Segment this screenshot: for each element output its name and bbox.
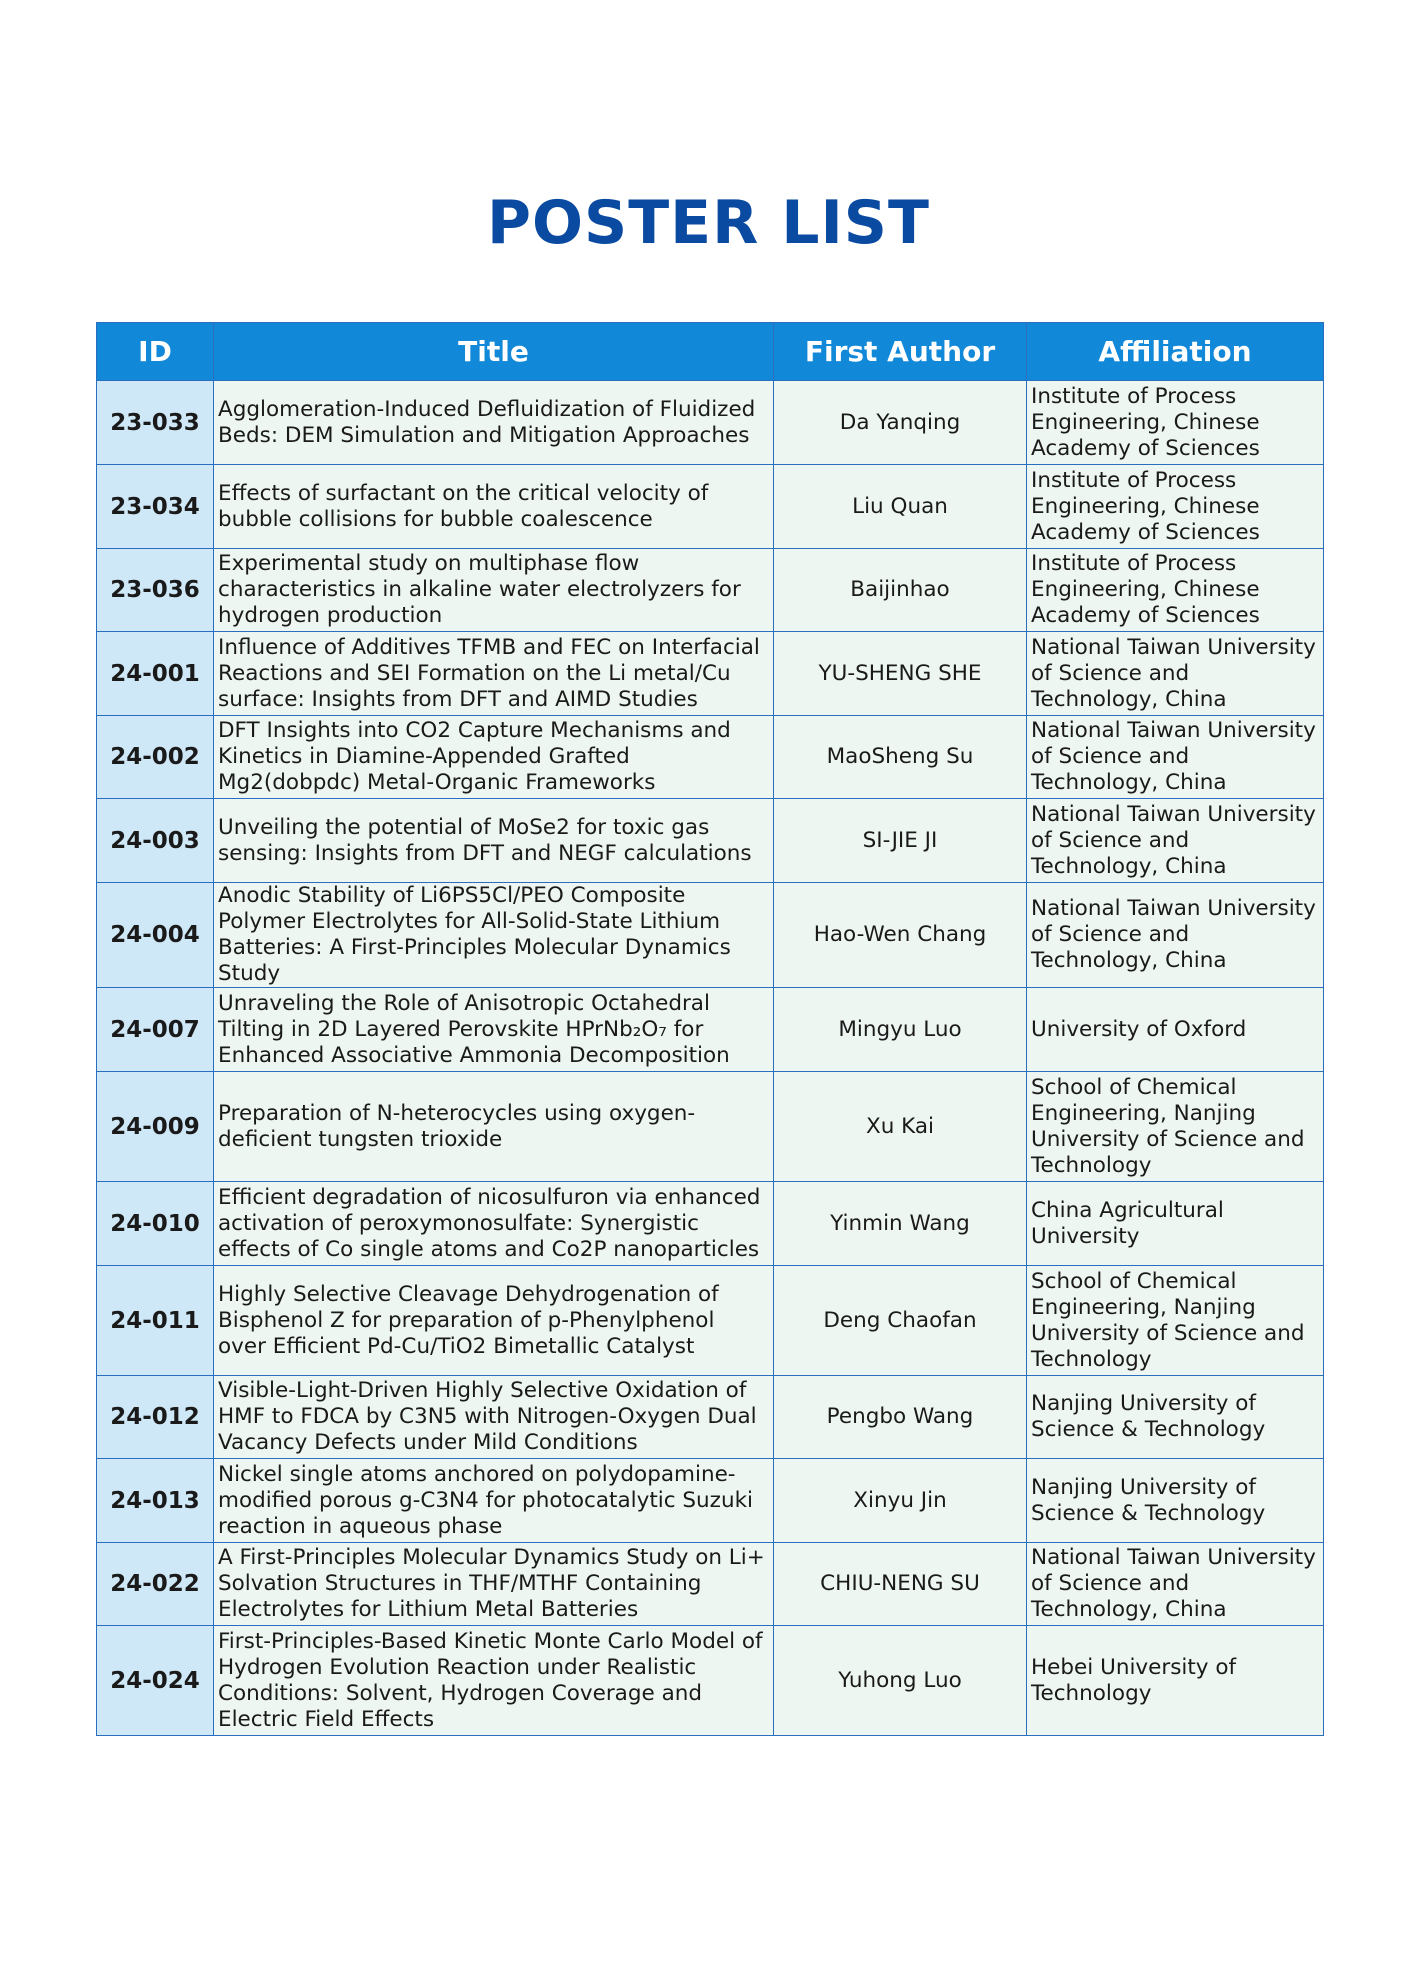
poster-id: 23-033 — [97, 381, 214, 465]
poster-title: Effects of surfactant on the critical velocity of bubble collisions for bubble coalescence — [214, 465, 774, 549]
poster-id: 23-034 — [97, 465, 214, 549]
affiliation: Hebei University of Technology — [1027, 1626, 1324, 1736]
table-row — [97, 883, 1324, 988]
table-row — [97, 381, 1324, 465]
poster-title: Unraveling the Role of Anisotropic Octahedral Tilting in 2D Layered Perovskite HPrNb₂O₇ for Enhanced Associative Ammonia Decomposition — [214, 988, 774, 1072]
poster-title: A First-Principles Molecular Dynamics Study on Li+ Solvation Structures in THF/MTHF Containing Electrolytes for Lithium Metal Batteries — [214, 1543, 774, 1626]
first-author: Deng Chaofan — [774, 1266, 1027, 1376]
table-row — [97, 799, 1324, 883]
affiliation: School of Chemical Engineering, Nanjing University of Science and Technology — [1027, 1266, 1324, 1376]
table-row — [97, 1072, 1324, 1182]
table-row — [97, 1266, 1324, 1376]
poster-id: 24-004 — [97, 883, 214, 988]
first-author: Pengbo Wang — [774, 1376, 1027, 1459]
affiliation: Nanjing University of Science & Technology — [1027, 1376, 1324, 1459]
poster-id: 24-022 — [97, 1543, 214, 1626]
affiliation: Institute of Process Engineering, Chinese Academy of Sciences — [1027, 465, 1324, 549]
table-row — [97, 465, 1324, 549]
poster-id: 24-024 — [97, 1626, 214, 1736]
affiliation: Nanjing University of Science & Technology — [1027, 1459, 1324, 1543]
poster-id: 23-036 — [97, 549, 214, 632]
poster-title: Visible-Light-Driven Highly Selective Oxidation of HMF to FDCA by C3N5 with Nitrogen-Oxygen Dual Vacancy Defects under Mild Conditions — [214, 1376, 774, 1459]
table-row — [97, 1543, 1324, 1626]
affiliation: China Agricultural University — [1027, 1182, 1324, 1266]
poster-id: 24-012 — [97, 1376, 214, 1459]
table-row — [97, 1626, 1324, 1736]
table-row — [97, 632, 1324, 716]
first-author: YU-SHENG SHE — [774, 632, 1027, 716]
first-author: Yuhong Luo — [774, 1626, 1027, 1736]
poster-title: Agglomeration-Induced Defluidization of Fluidized Beds: DEM Simulation and Mitigation Approaches — [214, 381, 774, 465]
first-author: Xinyu Jin — [774, 1459, 1027, 1543]
affiliation: National Taiwan University of Science and Technology, China — [1027, 1543, 1324, 1626]
affiliation: Institute of Process Engineering, Chinese Academy of Sciences — [1027, 549, 1324, 632]
poster-id: 24-009 — [97, 1072, 214, 1182]
affiliation: University of Oxford — [1027, 988, 1324, 1072]
header-id: ID — [97, 323, 214, 381]
affiliation: National Taiwan University of Science and Technology, China — [1027, 799, 1324, 883]
poster-title: Anodic Stability of Li6PS5Cl/PEO Composite Polymer Electrolytes for All-Solid-State Lithium Batteries: A First-Principles Molecular Dynamics Study — [214, 883, 774, 988]
poster-title: First-Principles-Based Kinetic Monte Carlo Model of Hydrogen Evolution Reaction under Realistic Conditions: Solvent, Hydrogen Coverage and Electric Field Effects — [214, 1626, 774, 1736]
poster-id: 24-010 — [97, 1182, 214, 1266]
poster-title: Preparation of N-heterocycles using oxygen-deficient tungsten trioxide — [214, 1072, 774, 1182]
table-row — [97, 716, 1324, 799]
poster-id: 24-011 — [97, 1266, 214, 1376]
poster-title: Nickel single atoms anchored on polydopamine-modified porous g-C3N4 for photocatalytic Suzuki reaction in aqueous phase — [214, 1459, 774, 1543]
table-row — [97, 1459, 1324, 1543]
affiliation: National Taiwan University of Science and Technology, China — [1027, 883, 1324, 988]
page-title: POSTER LIST — [487, 188, 930, 258]
affiliation: National Taiwan University of Science and Technology, China — [1027, 716, 1324, 799]
first-author: Liu Quan — [774, 465, 1027, 549]
poster-title: Unveiling the potential of MoSe2 for toxic gas sensing: Insights from DFT and NEGF calculations — [214, 799, 774, 883]
table-row — [97, 1182, 1324, 1266]
first-author: SI-JIE JI — [774, 799, 1027, 883]
table-row — [97, 988, 1324, 1072]
first-author: Yinmin Wang — [774, 1182, 1027, 1266]
first-author: Xu Kai — [774, 1072, 1027, 1182]
affiliation: School of Chemical Engineering, Nanjing University of Science and Technology — [1027, 1072, 1324, 1182]
poster-title: Highly Selective Cleavage Dehydrogenation of Bisphenol Z for preparation of p-Phenylphenol over Efficient Pd-Cu/TiO2 Bimetallic Catalyst — [214, 1266, 774, 1376]
first-author: Mingyu Luo — [774, 988, 1027, 1072]
poster-id: 24-013 — [97, 1459, 214, 1543]
poster-title: Efficient degradation of nicosulfuron via enhanced activation of peroxymonosulfate: Synergistic effects of Co single atoms and Co2P nanoparticles — [214, 1182, 774, 1266]
header-affiliation: Affiliation — [1027, 323, 1324, 381]
poster-id: 24-002 — [97, 716, 214, 799]
poster-title: Experimental study on multiphase flow characteristics in alkaline water electrolyzers for hydrogen production — [214, 549, 774, 632]
poster-title: Influence of Additives TFMB and FEC on Interfacial Reactions and SEI Formation on the Li metal/Cu surface: Insights from DFT and AIMD Studies — [214, 632, 774, 716]
first-author: MaoSheng Su — [774, 716, 1027, 799]
poster-id: 24-003 — [97, 799, 214, 883]
table-row — [97, 549, 1324, 632]
poster-id: 24-007 — [97, 988, 214, 1072]
affiliation: Institute of Process Engineering, Chinese Academy of Sciences — [1027, 381, 1324, 465]
first-author: Da Yanqing — [774, 381, 1027, 465]
first-author: CHIU-NENG SU — [774, 1543, 1027, 1626]
header-first-author: First Author — [774, 323, 1027, 381]
first-author: Baijinhao — [774, 549, 1027, 632]
header-title: Title — [214, 323, 774, 381]
first-author: Hao-Wen Chang — [774, 883, 1027, 988]
poster-id: 24-001 — [97, 632, 214, 716]
table-row — [97, 1376, 1324, 1459]
poster-table — [96, 322, 1324, 1736]
poster-title: DFT Insights into CO2 Capture Mechanisms and Kinetics in Diamine-Appended Grafted Mg2(dobpdc) Metal-Organic Frameworks — [214, 716, 774, 799]
table-header-row — [97, 323, 1324, 381]
affiliation: National Taiwan University of Science and Technology, China — [1027, 632, 1324, 716]
